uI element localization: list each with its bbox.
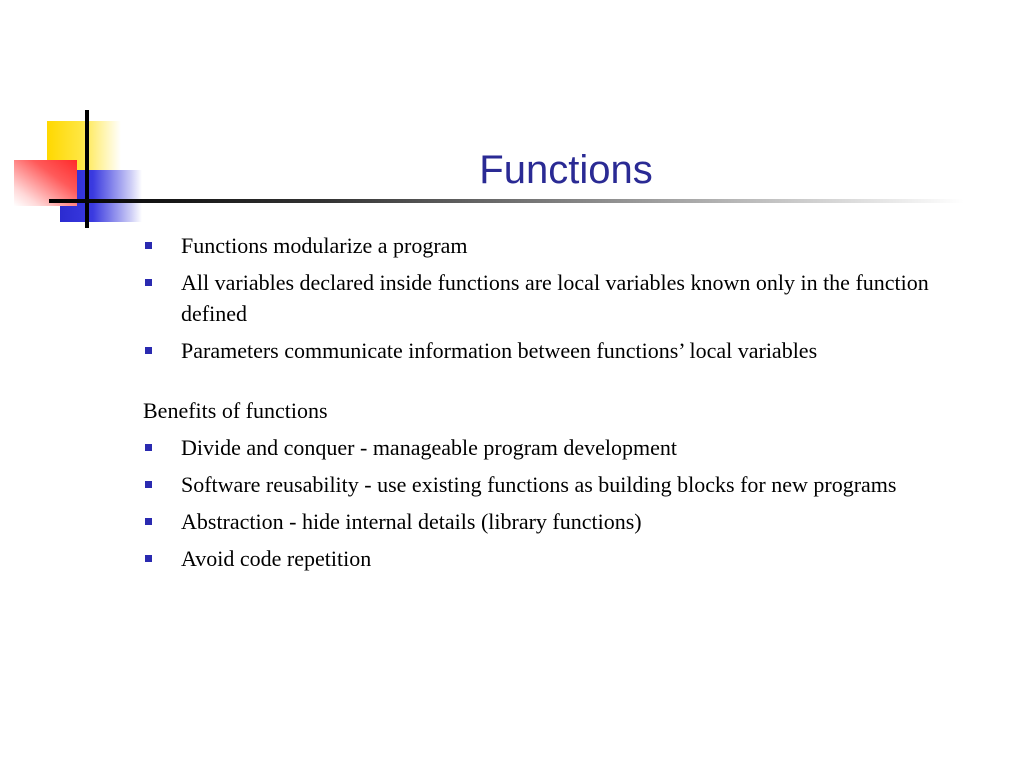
- square-bullet-icon: [145, 347, 152, 354]
- list-item-text: Abstraction - hide internal details (library functions): [181, 509, 642, 534]
- square-bullet-icon: [145, 481, 152, 488]
- slide-body: [143, 230, 983, 580]
- square-bullet-icon: [145, 555, 152, 562]
- list-item: [143, 432, 983, 463]
- decorative-vertical-line: [85, 110, 89, 228]
- list-item-text: Divide and conquer - manageable program development: [181, 435, 678, 460]
- list-item-text: Software reusability - use existing functions as building blocks for new programs: [181, 472, 897, 497]
- list-item: [143, 267, 983, 329]
- bullet-list: [143, 230, 983, 366]
- square-bullet-icon: [145, 279, 152, 286]
- slide-title: Functions: [479, 148, 653, 192]
- list-item: [143, 506, 983, 537]
- title-underline: [49, 199, 964, 203]
- list-item: [143, 230, 983, 261]
- list-item-text: All variables declared inside functions are local variables known only in the function defined: [181, 270, 929, 326]
- list-item: [143, 543, 983, 574]
- benefits-heading: Benefits of functions: [143, 398, 328, 423]
- benefits-list: [143, 432, 983, 574]
- list-item-text: Functions modularize a program: [181, 233, 468, 258]
- square-bullet-icon: [145, 518, 152, 525]
- list-item: [143, 335, 983, 366]
- square-bullet-icon: [145, 444, 152, 451]
- square-bullet-icon: [145, 242, 152, 249]
- list-item-text: Parameters communicate information between functions’ local variables: [181, 338, 818, 363]
- list-item-text: Avoid code repetition: [181, 546, 372, 571]
- list-item: [143, 469, 983, 500]
